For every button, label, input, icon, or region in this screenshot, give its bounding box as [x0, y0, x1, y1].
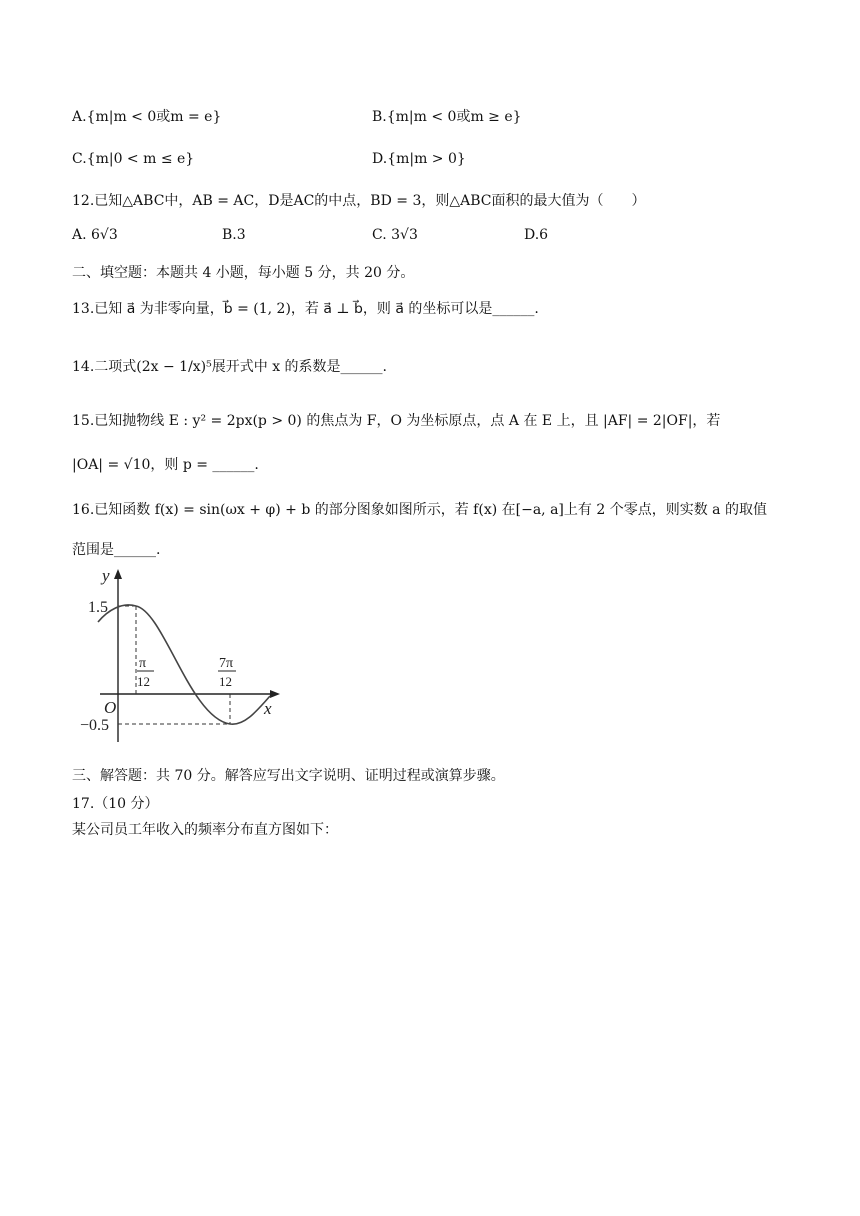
x1-denominator: 12 [137, 674, 150, 689]
q12-option-a: A. 6√3 [72, 227, 118, 243]
q13-text: 13.已知 a⃗ 为非零向量，b⃗ = (1, 2)，若 a⃗ ⊥ b⃗，则 a⃗ 的坐标可以是______. [72, 301, 539, 317]
y-max-label: 1.5 [88, 599, 108, 616]
q16-line-1: 16.已知函数 f(x) = sin(ωx + φ) + b 的部分图象如图所示，若 f(x) 在[−a, a]上有 2 个零点，则实数 a 的取值 [72, 502, 767, 518]
sine-curve [98, 605, 270, 724]
q12-option-c: C. 3√3 [372, 227, 418, 243]
q11-option-b: B.{m|m < 0或m ≥ e} [372, 109, 522, 125]
x-axis-arrow [270, 690, 280, 698]
y-axis-label: y [102, 566, 110, 585]
section-2-heading: 二、填空题：本题共 4 小题，每小题 5 分，共 20 分。 [72, 265, 415, 281]
q11-option-d: D.{m|m > 0} [372, 151, 466, 167]
y-axis-arrow [114, 569, 122, 579]
section-3-heading: 三、解答题：共 70 分。解答应写出文字说明、证明过程或演算步骤。 [72, 768, 505, 784]
x2-denominator: 12 [219, 674, 232, 689]
q12-stem: 12.已知△ABC中，AB = AC，D是AC的中点，BD = 3，则△ABC面积的最大值为（ ） [72, 193, 646, 209]
x2-numerator: 7π [219, 656, 234, 671]
q15-line-1: 15.已知抛物线 E : y² = 2px(p > 0) 的焦点为 F，O 为坐标原点，点 A 在 E 上，且 |AF| = 2|OF|，若 [72, 413, 721, 429]
q12-option-b: B.3 [222, 227, 246, 243]
q11-option-c: C.{m|0 < m ≤ e} [72, 151, 195, 167]
q14-text: 14.二项式(2x − 1/x)⁵展开式中 x 的系数是______. [72, 359, 387, 375]
x1-numerator: π [139, 656, 147, 671]
q15-line-2: |OA| = √10，则 p = ______. [72, 457, 259, 473]
q17-text: 某公司员工年收入的频率分布直方图如下： [72, 822, 338, 838]
q11-option-a: A.{m|m < 0或m = e} [72, 109, 222, 125]
q12-option-d: D.6 [524, 227, 549, 243]
origin-label: O [104, 698, 117, 717]
function-graph [78, 566, 288, 746]
q16-line-2: 范围是______. [72, 542, 161, 558]
x-axis-label: x [264, 699, 272, 718]
q17-header: 17.（10 分） [72, 796, 159, 812]
y-min-label: −0.5 [80, 717, 110, 734]
